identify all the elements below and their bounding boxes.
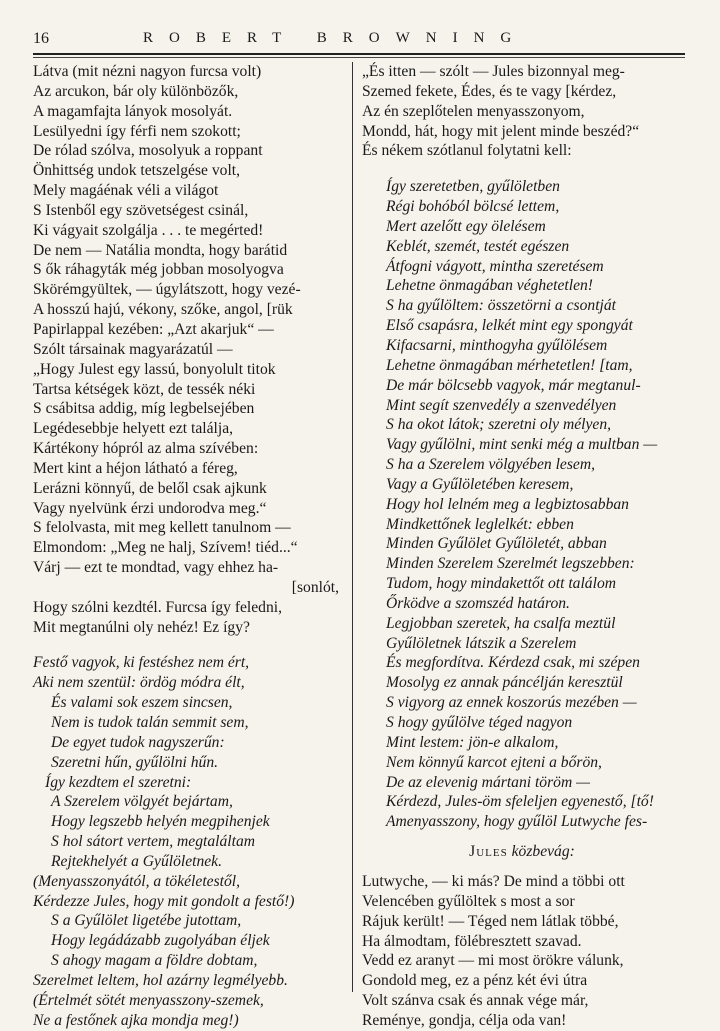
verse-line: Mosolyg ez annak páncélján keresztül xyxy=(386,674,623,692)
stanza-gap xyxy=(362,862,682,872)
verse-line: S ahogy magam a földre dobtam, xyxy=(51,952,258,970)
verse-line: Gyűlöletnek látszik a Szerelem xyxy=(386,634,577,652)
verse-line: Őrködve a szomszéd határon. xyxy=(386,594,570,612)
verse-line: És valami sok eszem sincsen, xyxy=(51,694,233,712)
left-column xyxy=(33,62,345,1031)
verse-line: És nékem szótlanul folytatni kell: xyxy=(362,142,572,160)
verse-continuation: [sonlót, xyxy=(291,578,339,596)
verse-line: De már bölcsebb vagyok, már megtanul- xyxy=(386,376,641,394)
verse-line: S hogy gyűlölve téged nagyon xyxy=(386,714,573,731)
verse-line: De egyet tudok nagyszerűn: xyxy=(51,733,225,751)
verse-line: Gondold meg, ez a pénz két évi útra xyxy=(362,972,588,990)
right-reply-block xyxy=(362,872,682,1031)
verse-line: Kifacsarni, minthogyha gyűlölésem xyxy=(386,336,608,354)
verse-line: Tudom, hogy mindakettőt ott találom xyxy=(386,575,616,593)
verse-line: Az én szeplőtelen menyasszonyom, xyxy=(362,102,585,120)
verse-line: Így kezdtem el szeretni: xyxy=(45,773,192,791)
verse-line: A Szerelem völgyét bejártam, xyxy=(51,793,233,811)
verse-line: Ha álmodtam, fölébresztett szavad. xyxy=(362,932,582,950)
verse-line: Aki nem szentül: ördög módra élt, xyxy=(33,674,245,692)
verse-line: S a Gyűlölet ligetébe jutottam, xyxy=(51,912,242,930)
verse-line: Kártékony hópról az alma szívében: xyxy=(33,440,259,458)
running-head: ROBERT BROWNING xyxy=(143,30,528,46)
stanza-gap xyxy=(33,637,345,653)
verse-line: Skörémgyültek, — úgylátszott, hogy vezé- xyxy=(33,281,301,299)
verse-line: Festő vagyok, ki festéshez nem ért, xyxy=(33,654,250,672)
verse-line: Látva (mit nézni nagyon furcsa volt) xyxy=(33,63,262,80)
speaker-name: Jules xyxy=(469,843,508,861)
verse-line: Velencében gyűlöltek s most a sor xyxy=(362,892,575,910)
verse-line: Lesülyedni így férfi nem szokott; xyxy=(33,122,241,140)
verse-line: S felolvasta, mit meg kellett tanulnom — xyxy=(33,519,291,537)
verse-line: Szemed fekete, Édes, és te vagy [kérdez, xyxy=(362,82,617,100)
verse-line: Tartsa kétségek közt, de tessék néki xyxy=(33,380,256,398)
verse-line: Önhittség undok tetszelgése volt, xyxy=(33,162,241,180)
verse-line: Minden Szerelem Szerelmét legszebben: xyxy=(386,555,635,573)
verse-line: És megfordítva. Kérdezd csak, mi szépen xyxy=(386,654,640,672)
verse-line: Mint lestem: jön-e alkalom, xyxy=(386,733,559,751)
verse-line: Mert kint a héjon látható a féreg, xyxy=(33,459,238,477)
verse-line: Reménye, gondja, célja oda van! xyxy=(362,1011,567,1029)
verse-line: Lutwyche, — ki más? De mind a többi ott xyxy=(362,873,625,891)
verse-line: Papirlappal kezében: „Azt akarjuk“ — xyxy=(33,320,274,338)
right-column xyxy=(362,62,682,1031)
column-divider xyxy=(352,62,353,992)
verse-line: Vagy gyűlölni, mint senki még a multban — xyxy=(386,436,658,454)
verse-line: Ki vágyait szolgálja . . . te megérted! xyxy=(33,221,264,239)
verse-line: Lehetne önmagában véghetetlen! xyxy=(386,277,593,295)
verse-line: De az elevenig mártani töröm — xyxy=(386,773,590,791)
verse-line: Nem is tudok talán semmit sem, xyxy=(51,714,249,731)
left-italic-poem xyxy=(33,653,345,1030)
verse-line: Első csapásra, lelkét mint egy spongyát xyxy=(386,317,633,335)
verse-line: Mondd, hát, hogy mit jelent minde beszéd?“ xyxy=(362,122,640,140)
verse-line: Legédesebbje helyett ezt találja, xyxy=(33,420,234,438)
verse-line: Az arcukon, bár oly különbözők, xyxy=(33,82,239,100)
verse-line: Ne a festőnek ajka mondja meg!) xyxy=(33,1011,239,1029)
speaker-direction: közbevág: xyxy=(511,843,575,861)
verse-line: Vedd ez aranyt — mi most örökre válunk, xyxy=(362,952,624,970)
verse-line: Szerelmet leltem, hol azárny legmélyebb. xyxy=(33,971,288,989)
verse-line: Hogy legádázabb zugolyában éljek xyxy=(51,932,270,950)
verse-line: Vagy a Gyűlöletében keresem, xyxy=(386,475,574,493)
stanza-gap xyxy=(362,832,682,842)
left-verse-block xyxy=(33,62,345,578)
verse-line: „És itten — szólt — Jules bizonnyal meg- xyxy=(362,63,625,80)
verse-line: De nem — Natália mondta, hogy barátid xyxy=(33,241,288,259)
verse-line: Volt szánva csak és annak vége már, xyxy=(362,992,589,1010)
verse-line: „Hogy Julest egy lassú, bonyolult titok xyxy=(33,360,276,378)
verse-line: Átfogni vágyott, mintha szeretésem xyxy=(386,257,604,275)
verse-line: S ha a Szerelem völgyében lesem, xyxy=(386,456,596,474)
verse-line: Mely magáénak véli a világot xyxy=(33,182,219,200)
verse-line: Hogy szólni kezdtél. Furcsa így feledni, xyxy=(33,598,283,616)
verse-line: Szeretni hűn, gyűlölni hűn. xyxy=(51,753,219,771)
verse-line: Amenyasszony, hogy gyűlöl Lutwyche fes- xyxy=(386,813,648,831)
verse-line: S csábitsa addig, míg legbelsejében xyxy=(33,400,255,418)
verse-line: Nem könnyű karcot ejteni a bőrön, xyxy=(386,753,602,771)
verse-line: A hosszú hajú, vékony, szőke, angol, [rük xyxy=(33,301,293,319)
verse-line: Így szeretetben, gyűlöletben xyxy=(386,178,560,196)
verse-line: Keblét, szemét, testét egészen xyxy=(386,237,570,255)
page-header xyxy=(33,30,685,52)
verse-line: De rólad szólva, mosolyuk a roppant xyxy=(33,142,263,160)
speaker-line xyxy=(362,842,682,862)
stanza-gap xyxy=(362,161,682,177)
verse-line: Rejtekhelyét a Gyűlöletnek. xyxy=(51,852,223,870)
verse-line: S vigyorg az ennek koszorús mezében — xyxy=(386,694,637,712)
verse-line: S Istenből egy szövetségest csinál, xyxy=(33,201,249,219)
verse-line: S ha gyűlöltem: összetörni a csontját xyxy=(386,297,616,315)
header-rule-thin xyxy=(33,57,685,58)
verse-line: Minden Gyűlölet Gyűlöletét, abban xyxy=(386,535,607,553)
verse-line: Mert azelőtt egy ölelésem xyxy=(386,217,546,235)
verse-line: Kérdezd, Jules-öm sfeleljen egyenestő, [tő! xyxy=(386,793,654,811)
right-intro-block xyxy=(362,62,682,161)
right-italic-poem xyxy=(362,177,682,832)
verse-line: Szólt társainak magyarázatúl — xyxy=(33,340,233,358)
verse-line: Kérdezze Jules, hogy mit gondolt a festő!) xyxy=(33,892,295,910)
verse-line: Legjobban szeretek, ha csalfa meztül xyxy=(386,614,616,632)
verse-line: Mit megtanúlni oly nehéz! Ez így? xyxy=(33,618,250,636)
verse-line: (Értelmét sötét menyasszony-szemek, xyxy=(33,991,264,1009)
verse-line: S hol sátort vertem, megtaláltam xyxy=(51,833,255,851)
verse-line: Hogy legszebb helyén megpihenjek xyxy=(51,813,270,831)
verse-line: Lerázni könnyű, de belől csak ajkunk xyxy=(33,479,267,497)
verse-line: S ők ráhagyták még jobban mosolyogva xyxy=(33,261,284,279)
verse-line: Vagy nyelvünk érzi undorodva meg.“ xyxy=(33,499,267,517)
page-number: 16 xyxy=(33,30,49,47)
verse-line: Várj — ezt te mondtad, vagy ehhez ha- xyxy=(33,559,279,577)
verse-line: Mint segít szenvedély a szenvedélyen xyxy=(386,396,617,414)
verse-line: Mindkettőnek leglelkét: ebben xyxy=(386,515,574,533)
verse-line: (Menyasszonyától, a tökéletestől, xyxy=(33,872,240,890)
verse-line: Elmondom: „Meg ne halj, Szívem! tiéd...“ xyxy=(33,539,298,557)
verse-line: Rájuk került! — Téged nem látlak többé, xyxy=(362,912,619,930)
verse-line: Hogy hol lelném meg a legbiztosabban xyxy=(386,495,629,513)
verse-line: Lehetne önmagában mérhetetlen! [tam, xyxy=(386,356,633,374)
verse-line: S ha okot látok; szeretni oly mélyen, xyxy=(386,416,612,434)
verse-line: Régi bohóból bölcsé lettem, xyxy=(386,198,560,216)
header-rule xyxy=(33,53,685,55)
verse-line: A magamfajta lányok mosolyát. xyxy=(33,102,233,120)
left-verse-block-end xyxy=(33,598,345,638)
